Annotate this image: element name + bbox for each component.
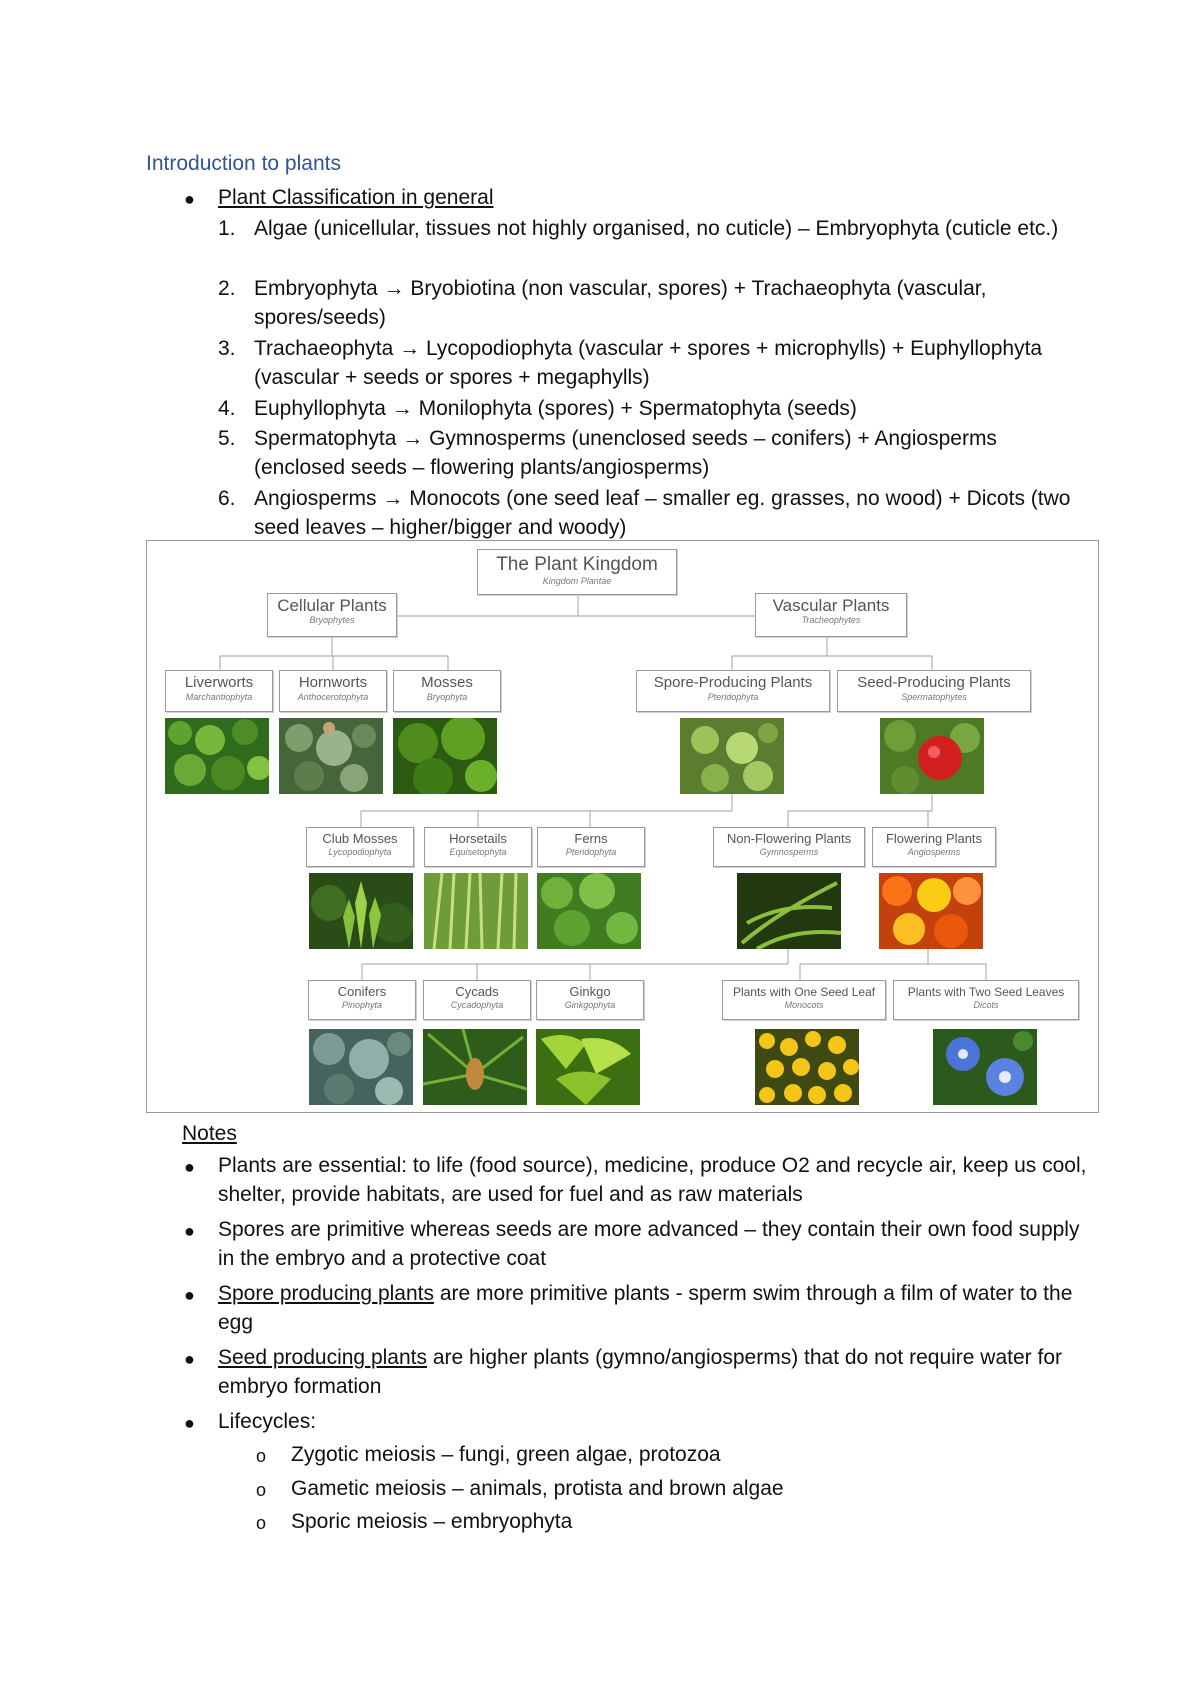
lifecycle-item: Zygotic meiosis – fungi, green algae, protozoa: [291, 1443, 721, 1466]
node-non-flowering-plants: [713, 827, 865, 867]
node-subtitle: Pteridophyta: [707, 692, 759, 702]
node-subtitle: Gymnosperms: [759, 847, 819, 857]
node-title: Mosses: [421, 674, 473, 691]
node-subtitle: Kingdom Plantae: [542, 576, 612, 586]
list-number: 6.: [218, 487, 236, 510]
node-ferns: [537, 827, 645, 867]
node-seed-producing-plants: [837, 670, 1031, 712]
notes-heading: Notes: [182, 1122, 237, 1145]
node-hornworts: [279, 670, 387, 712]
node-title: Hornworts: [298, 674, 368, 691]
node-title: Flowering Plants: [885, 831, 983, 846]
node-conifers: [308, 980, 416, 1020]
node-subtitle: Bryophytes: [309, 615, 355, 625]
node-subtitle: Cycadophyta: [450, 1000, 504, 1010]
list-number: 3.: [218, 337, 236, 360]
note-item: Lifecycles:: [218, 1410, 317, 1433]
hornworts-photo: [279, 718, 383, 794]
node-title: Plants with Two Seed Leaves: [907, 985, 1065, 999]
node-liverworts: [165, 670, 273, 712]
node-subtitle: Lycopodiophyta: [328, 847, 392, 857]
node-subtitle: Angiosperms: [907, 847, 961, 857]
list-number: 1.: [218, 217, 236, 240]
node-mosses: [393, 670, 501, 712]
node-subtitle: Bryophyta: [426, 692, 468, 702]
list-item: Spermatophyta → Gymnosperms (unenclosed seeds – conifers) + Angiosperms (enclosed seeds – flowering plants/angiosperms): [254, 427, 997, 479]
bullet-icon: ●: [184, 1285, 195, 1305]
node-spore-producing-plants: [636, 670, 830, 712]
list-item: Euphyllophyta → Monilophyta (spores) + Spermatophyta (seeds): [254, 397, 857, 420]
node-title: Spore-Producing Plants: [653, 674, 813, 691]
node-title: Non-Flowering Plants: [726, 831, 852, 846]
cycads-photo: [423, 1029, 527, 1105]
classification-heading: Plant Classification in general: [218, 186, 494, 209]
note-term: Seed producing plants: [218, 1346, 427, 1369]
liverworts-photo: [165, 718, 269, 794]
document-title: Introduction to plants: [146, 152, 341, 175]
node-subtitle: Equisetophyta: [449, 847, 507, 857]
circle-bullet-icon: o: [256, 1480, 267, 1500]
node-title: Cellular Plants: [277, 596, 387, 615]
bullet-icon: ●: [184, 1221, 195, 1241]
node-cycads: [423, 980, 531, 1020]
lifecycle-item: Gametic meiosis – animals, protista and brown algae: [291, 1477, 784, 1500]
circle-bullet-icon: o: [256, 1513, 267, 1533]
non-flowering-photo: [737, 873, 841, 949]
node-monocots: [722, 980, 886, 1020]
ferns-photo: [537, 873, 641, 949]
plant-kingdom-diagram: [146, 540, 1099, 1113]
list-number: 5.: [218, 427, 236, 450]
node-subtitle: Pteridophyta: [565, 847, 617, 857]
node-subtitle: Marchantiophyta: [185, 692, 253, 702]
node-title: Horsetails: [449, 831, 507, 846]
node-cellular-plants: [267, 593, 397, 637]
node-title: Cycads: [455, 984, 499, 999]
conifers-photo: [309, 1029, 413, 1105]
node-club-mosses: [306, 827, 414, 867]
node-title: Liverworts: [184, 674, 254, 691]
node-title: Ginkgo: [569, 984, 611, 999]
node-subtitle: Pinophyta: [341, 1000, 383, 1010]
flowering-photo: [879, 873, 983, 949]
node-subtitle: Ginkgophyta: [564, 1000, 616, 1010]
node-ginkgo: [536, 980, 644, 1020]
list-item: Embryophyta → Bryobiotina (non vascular, spores) + Trachaeophyta (vascular, spores/seeds): [254, 277, 987, 329]
node-subtitle: Dicots: [973, 1000, 999, 1010]
node-plant-kingdom: [477, 549, 677, 595]
node-flowering-plants: [872, 827, 996, 867]
list-number: 4.: [218, 397, 236, 420]
club-mosses-photo: [309, 873, 413, 949]
node-title: Conifers: [337, 984, 387, 999]
circle-bullet-icon: o: [256, 1446, 267, 1466]
node-title: Vascular Plants: [772, 596, 890, 615]
node-subtitle: Spermatophytes: [901, 692, 967, 702]
list-item: Trachaeophyta → Lycopodiophyta (vascular + spores + microphylls) + Euphyllophyta (vascular + seeds or spores + megaphylls): [254, 337, 1043, 389]
node-title: Ferns: [574, 831, 608, 846]
note-item: [218, 1279, 1088, 1337]
mosses-photo: [393, 718, 497, 794]
bullet-icon: ●: [184, 1157, 195, 1177]
ginkgo-photo: [536, 1029, 640, 1105]
node-vascular-plants: [755, 593, 907, 637]
node-title: Club Mosses: [322, 831, 398, 846]
note-text: are higher plants (gymno/angiosperms) that do not require water for embryo formation: [218, 1346, 1062, 1398]
note-item: Spores are primitive whereas seeds are more advanced – they contain their own food supply in the embryo and a protective coat: [218, 1218, 1080, 1270]
bullet-icon: ●: [184, 1413, 195, 1433]
node-dicots: [893, 980, 1079, 1020]
bullet-icon: ●: [184, 1349, 195, 1369]
node-title: Seed-Producing Plants: [857, 674, 1011, 691]
node-title: Plants with One Seed Leaf: [732, 985, 876, 999]
note-term: Spore producing plants: [218, 1282, 434, 1305]
node-subtitle: Tracheophytes: [801, 615, 861, 625]
lifecycle-item: Sporic meiosis – embryophyta: [291, 1510, 573, 1533]
list-number: 2.: [218, 277, 236, 300]
node-horsetails: [424, 827, 532, 867]
dicots-photo: [933, 1029, 1037, 1105]
bullet-icon: ●: [184, 189, 195, 209]
node-subtitle: Monocots: [784, 1000, 824, 1010]
monocots-photo: [755, 1029, 859, 1105]
note-item: [218, 1343, 1088, 1401]
node-title: The Plant Kingdom: [496, 554, 658, 575]
seed-producing-photo: [880, 718, 984, 794]
list-item: Algae (unicellular, tissues not highly organised, no cuticle) – Embryophyta (cuticle etc.): [254, 217, 1059, 240]
node-subtitle: Anthocerotophyta: [297, 692, 369, 702]
spore-producing-photo: [680, 718, 784, 794]
horsetails-photo: [424, 873, 528, 949]
note-text: are more primitive plants - sperm swim through a film of water to the egg: [218, 1282, 1073, 1334]
list-item: Angiosperms → Monocots (one seed leaf – smaller eg. grasses, no wood) + Dicots (two seed leaves – higher/bigger and woody): [254, 487, 1071, 539]
note-item: Plants are essential: to life (food source), medicine, produce O2 and recycle air, keep us cool, shelter, provide habitats, are used for fuel and as raw materials: [218, 1154, 1087, 1206]
